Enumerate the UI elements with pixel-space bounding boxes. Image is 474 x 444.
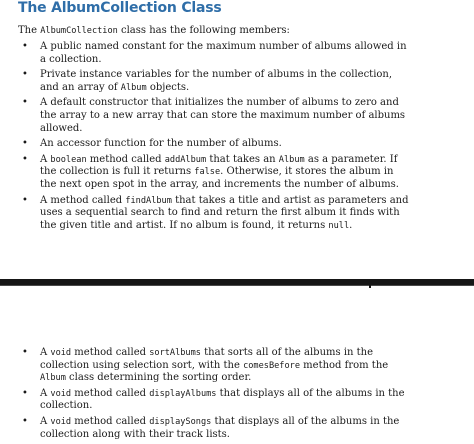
bullet-text: method called xyxy=(71,387,150,399)
inline-code: Album xyxy=(120,82,147,93)
section-heading: The AlbumCollection Class xyxy=(18,0,222,16)
member-bullet-item xyxy=(0,347,412,385)
bullet-text: A xyxy=(40,415,51,427)
bullet-text: A default constructor that initializes the number of albums to zero and the array to a new array that can store the maximum number of albums allowed. xyxy=(40,97,406,134)
bullet-glyph: • xyxy=(22,347,28,358)
bullet-text: A public named constant for the maximum number of albums allowed in a collection. xyxy=(40,41,407,65)
inline-code: Album xyxy=(278,154,305,165)
bullet-glyph: • xyxy=(22,138,28,150)
member-bullet-item xyxy=(0,97,412,135)
bullet-text: class determining the sorting order. xyxy=(65,372,252,384)
bullet-text: A method called xyxy=(40,194,126,206)
inline-code: Album xyxy=(40,373,66,384)
member-bullet-item xyxy=(0,195,412,233)
member-bullet-item xyxy=(0,41,412,66)
member-bullet-item xyxy=(0,416,412,441)
bullet-text: method called xyxy=(86,153,165,165)
bullet-text: A xyxy=(40,153,51,165)
bullet-text: objects. xyxy=(146,81,190,93)
inline-code: addAlbum xyxy=(164,154,207,165)
page-divider-mark xyxy=(369,285,371,288)
bullet-text: method from the xyxy=(300,359,389,371)
bullet-text: that sorts all of the albums in the collection using selection sort, with the xyxy=(40,347,374,371)
inline-code: void xyxy=(50,388,72,399)
inline-code: boolean xyxy=(50,154,87,165)
bullet-text: . Otherwise, it stores the album in the next open spot in the array, and increments the number of albums. xyxy=(40,166,399,190)
bullet-glyph: • xyxy=(22,387,28,399)
members-list-top xyxy=(0,41,412,235)
member-bullet-item xyxy=(0,138,412,151)
inline-code: null xyxy=(328,220,350,231)
bullet-text: method called xyxy=(71,347,150,358)
inline-code: sortAlbums xyxy=(149,348,201,358)
bullet-glyph: • xyxy=(22,415,28,427)
inline-code: void xyxy=(50,348,72,358)
bullet-text: An accessor function for the number of albums. xyxy=(40,138,282,150)
bullet-text: that takes a title and artist as parameters and uses a sequential search to find and return the first album it finds with the given title and artist. If no album is found, it returns xyxy=(40,194,409,231)
inline-code: findAlbum xyxy=(125,195,172,206)
bullet-text: . xyxy=(349,219,353,231)
member-bullet-item xyxy=(0,69,412,94)
intro-class-name: AlbumCollection xyxy=(40,26,118,36)
member-bullet-item xyxy=(0,388,412,413)
bullet-text: A xyxy=(40,387,51,399)
bullet-glyph: • xyxy=(22,97,28,109)
inline-code: false xyxy=(194,167,221,178)
inline-code: void xyxy=(50,416,72,427)
bullet-glyph: • xyxy=(22,194,28,206)
bullet-text: that displays all of the albums in the collection. xyxy=(40,387,405,412)
inline-code: displaySongs xyxy=(149,416,212,427)
bullet-glyph: • xyxy=(22,69,28,81)
page-divider-shadow xyxy=(0,285,474,286)
bullet-glyph: • xyxy=(22,41,28,52)
bullet-text: as a parameter. If the collection is full it returns xyxy=(40,153,398,178)
inline-code: displayAlbums xyxy=(149,388,217,399)
intro-paragraph xyxy=(18,24,290,38)
bullet-text: A xyxy=(40,347,51,358)
bullet-text: that displays all of the albums in the collection along with their track lists. xyxy=(40,415,400,440)
bullet-text: Private instance variables for the number of albums in the collection, and an array of xyxy=(40,69,393,93)
intro-text-after: class has the following members: xyxy=(117,25,290,36)
members-list-bottom xyxy=(0,347,412,444)
inline-code: comesBefore xyxy=(243,360,300,371)
intro-text-before: The xyxy=(18,25,41,36)
bullet-text: that takes an xyxy=(206,153,279,165)
member-bullet-item xyxy=(0,154,412,192)
bullet-text: method called xyxy=(71,415,150,427)
bullet-glyph: • xyxy=(22,153,28,165)
